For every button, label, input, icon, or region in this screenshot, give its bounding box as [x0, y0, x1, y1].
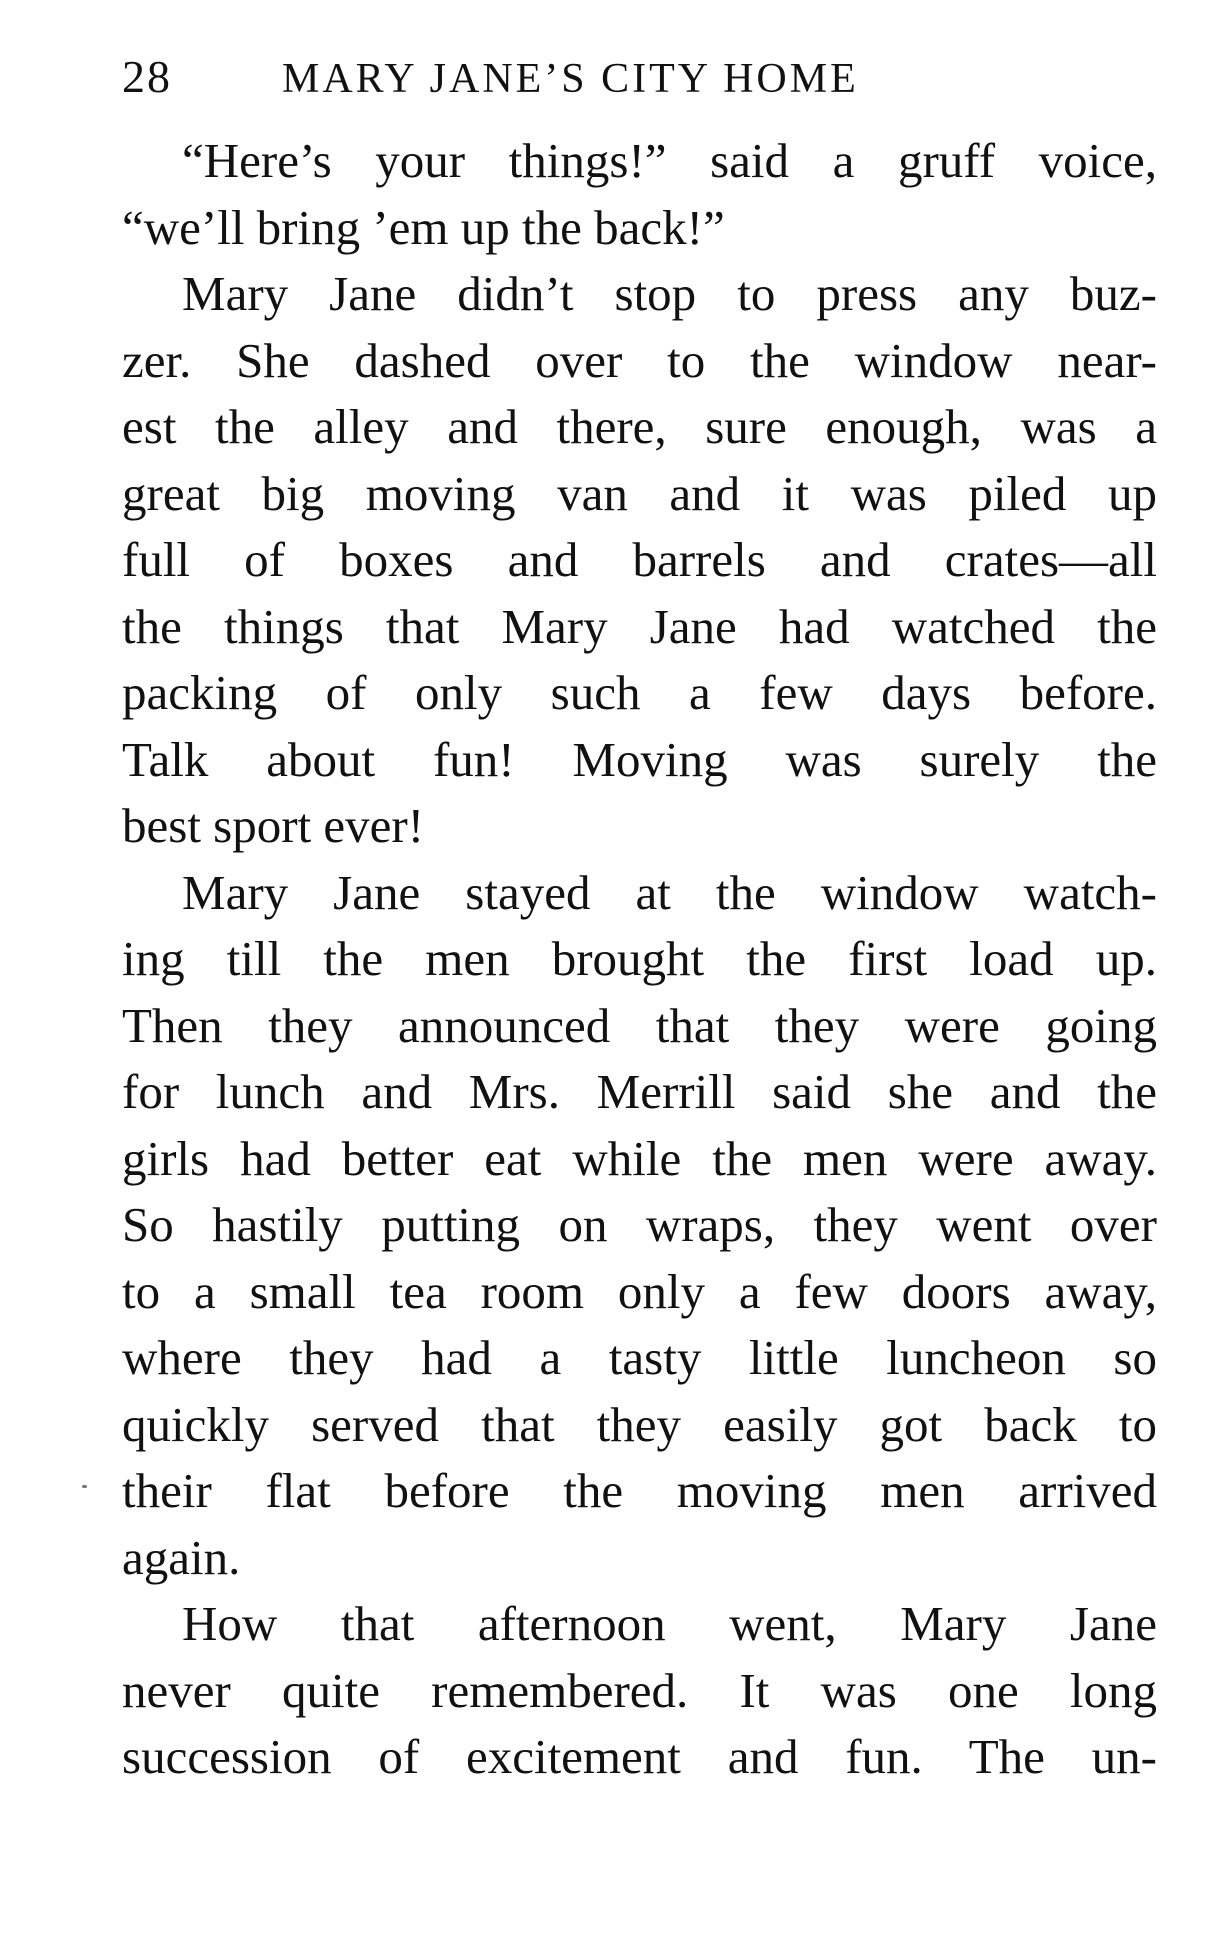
- paragraph: [122, 128, 1157, 261]
- text-line: best sport ever!: [122, 798, 425, 853]
- text-line: to a small tea room only a few doors away,: [122, 1263, 1157, 1319]
- paragraph: [122, 1591, 1157, 1791]
- text-line: How that afternoon went, Mary Jane: [182, 1596, 1157, 1651]
- body-text: [122, 128, 1157, 1791]
- text-line: never quite remembered. It was one long: [122, 1662, 1157, 1718]
- text-line: “we’ll bring ’em up the back!”: [122, 199, 725, 255]
- text-line: Talk about fun! Moving was surely the: [122, 731, 1157, 787]
- print-speck: [82, 1485, 87, 1488]
- page-content: [122, 50, 1157, 1791]
- text-line: packing of only such a few days before.: [122, 665, 1157, 720]
- paragraph: [122, 261, 1157, 860]
- text-line: est the alley and there, sure enough, was a: [122, 399, 1157, 454]
- text-line: quickly served that they easily got back to: [122, 1396, 1157, 1452]
- paragraph: [122, 860, 1157, 1592]
- text-line: Then they announced that they were going: [122, 997, 1157, 1053]
- text-line: where they had a tasty little luncheon so: [122, 1330, 1157, 1385]
- text-line: full of boxes and barrels and crates—all: [122, 532, 1157, 587]
- text-line: again.: [122, 1529, 241, 1585]
- text-line: “Here’s your things!” said a gruff voice,: [182, 133, 1157, 188]
- text-line: succession of excitement and fun. The un-: [122, 1729, 1157, 1784]
- text-line: So hastily putting on wraps, they went over: [122, 1197, 1157, 1252]
- text-line: their flat before the moving men arrived: [122, 1463, 1157, 1518]
- text-line: great big moving van and it was piled up: [122, 465, 1157, 521]
- text-line: Mary Jane stayed at the window watch-: [182, 864, 1157, 920]
- running-title: MARY JANE’S CITY HOME: [282, 56, 859, 102]
- text-line: the things that Mary Jane had watched the: [122, 598, 1157, 654]
- text-line: ing till the men brought the first load up.: [122, 931, 1157, 986]
- text-line: Mary Jane didn’t stop to press any buz-: [182, 266, 1157, 321]
- text-line: for lunch and Mrs. Merrill said she and the: [122, 1064, 1157, 1119]
- text-line: girls had better eat while the men were away.: [122, 1130, 1157, 1186]
- text-line: zer. She dashed over to the window near-: [122, 332, 1157, 388]
- running-head: [122, 50, 1157, 128]
- page-number: 28: [122, 51, 172, 102]
